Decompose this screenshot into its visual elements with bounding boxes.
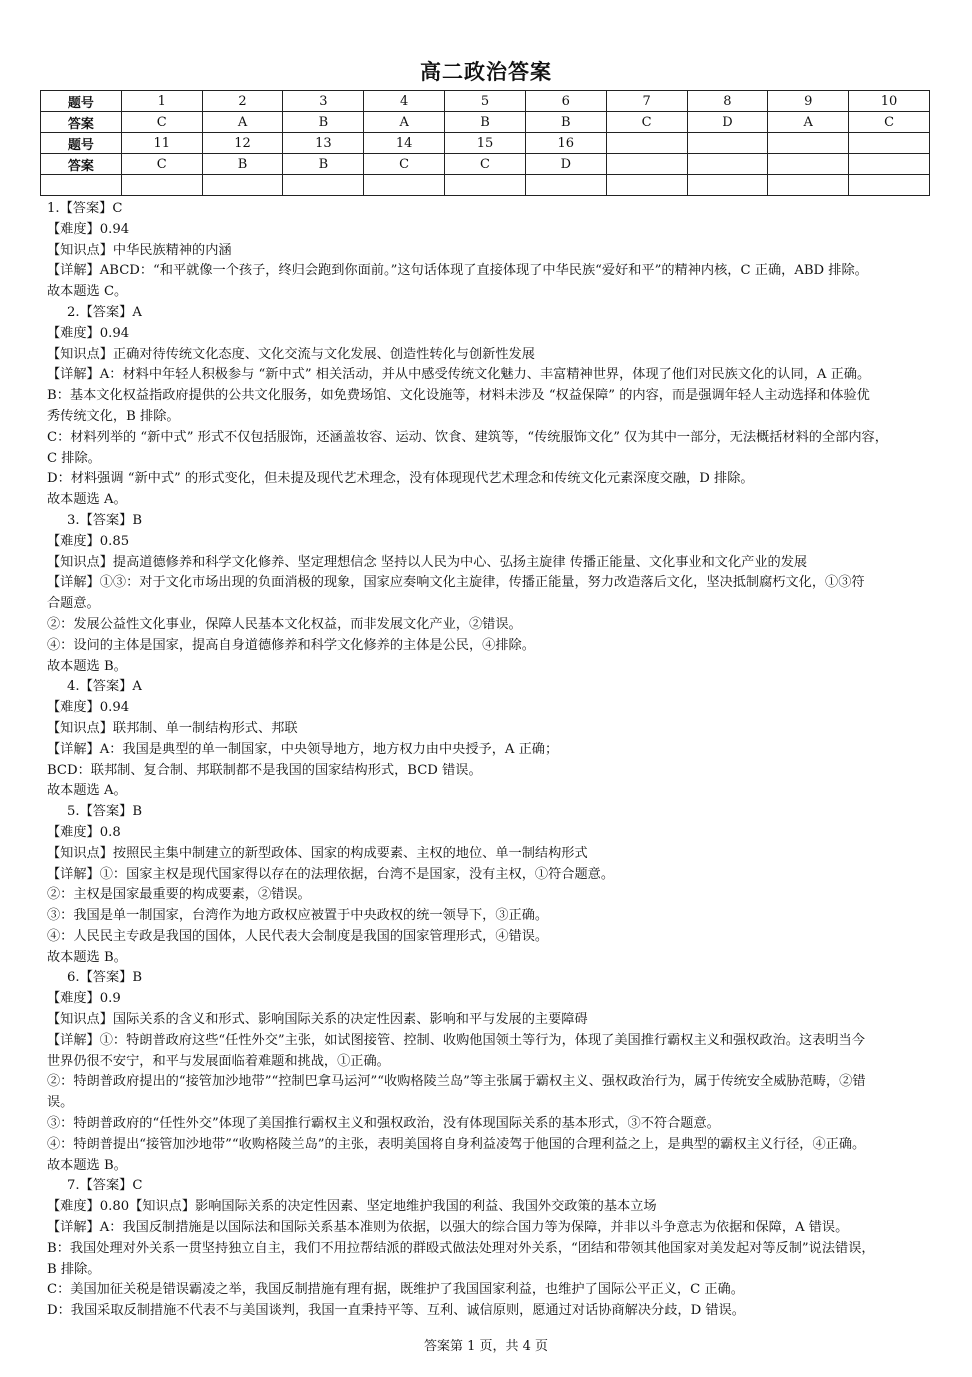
- answer-table-cell: 2: [202, 91, 283, 112]
- text-line: C：美国加征关税是错误霸凌之举，我国反制措施有理有据，既维护了我国国家利益，也维护了国际公平正义，C 正确。: [47, 1282, 744, 1298]
- text-line: 【详解】①：国家主权是现代国家得以存在的法理依据，台湾不是国家，没有主权，①符合题意。: [47, 866, 615, 882]
- text-line: B：我国处理对外关系一贯坚持独立自主，我们不用拉帮结派的群殴式做法处理对外关系，“团结和带领其他国家对美发起对等反制”说法错误，: [47, 1240, 875, 1256]
- answer-table-header-cell: 题号: [41, 133, 122, 154]
- answer-table-cell: C: [445, 154, 526, 175]
- answer-table-row: [41, 154, 930, 175]
- answer-table-cell: B: [283, 154, 364, 175]
- answer-table-header-cell: 答案: [41, 154, 122, 175]
- answer-table-cell: [768, 133, 849, 154]
- answer-table-cell: [849, 175, 930, 196]
- answer-table-cell: C: [364, 154, 445, 175]
- answer-table-cell: 14: [364, 133, 445, 154]
- answer-table-cell: 3: [283, 91, 364, 112]
- text-line: 世界仍很不安宁，和平与发展面临着难题和挑战，①正确。: [47, 1053, 390, 1069]
- text-line: 【难度】0.94: [47, 700, 130, 716]
- answer-table-cell: A: [202, 112, 283, 133]
- text-line: 秀传统文化，B 排除。: [47, 408, 180, 424]
- text-line: BCD：联邦制、复合制、邦联制都不是我国的国家结构形式，BCD 错误。: [47, 762, 482, 778]
- text-line: 故本题选 B。: [47, 1157, 127, 1173]
- text-line: 故本题选 A。: [47, 492, 127, 508]
- text-line: 6.【答案】B: [67, 970, 143, 986]
- text-line: 【难度】0.85: [47, 533, 130, 549]
- text-line: 4.【答案】A: [67, 679, 142, 695]
- answer-table-cell: A: [364, 112, 445, 133]
- answer-table-cell: B: [445, 112, 526, 133]
- answer-table-cell: [849, 133, 930, 154]
- answer-table-cell: 7: [606, 91, 687, 112]
- page-title: 高二政治答案: [420, 60, 552, 84]
- answer-table: [40, 90, 930, 196]
- answer-table-header-cell: 答案: [41, 112, 122, 133]
- text-line: 【详解】A：我国反制措施是以国际法和国际关系基本准则为依据，以强大的综合国力等为保障，并非以斗争意志为依据和保障，A 错误。: [47, 1220, 849, 1236]
- text-line: ④：设问的主体是国家，提高自身道德修养和科学文化修养的主体是公民，④排除。: [47, 637, 535, 653]
- answer-table-cell: B: [525, 112, 606, 133]
- text-line: 【详解】A：我国是典型的单一制国家，中央领导地方，地方权力由中央授予，A 正确；: [47, 741, 559, 757]
- answer-table-row: [41, 175, 930, 196]
- answer-table-cell: [687, 154, 768, 175]
- answer-table-cell: C: [121, 112, 202, 133]
- answer-table-cell: 1: [121, 91, 202, 112]
- text-line: 【难度】0.94: [47, 325, 130, 341]
- answer-table-cell: [606, 154, 687, 175]
- answer-table-cell: [849, 154, 930, 175]
- text-line: 1.【答案】C: [47, 201, 123, 216]
- text-line: C 排除。: [47, 450, 101, 466]
- answer-table-cell: 13: [283, 133, 364, 154]
- answer-table-cell: 11: [121, 133, 202, 154]
- text-line: 【详解】①：特朗普政府这些“任性外交”主张，如试图接管、控制、收购他国领土等行为，体现了美国推行霸权主义和强权政治。这表明当今: [47, 1032, 865, 1048]
- answer-table-row: [41, 133, 930, 154]
- text-line: 2.【答案】A: [67, 304, 142, 320]
- text-line: 【难度】0.80【知识点】影响国际关系的决定性因素、坚定地维护我国的利益、我国外交政策的基本立场: [47, 1199, 657, 1215]
- answer-table-cell: 6: [525, 91, 606, 112]
- text-line: 合题意。: [47, 596, 100, 612]
- text-line: D：材料强调 “新中式” 的形式变化，但未提及现代艺术理念，没有体现现代艺术理念和传统文化元素深度交融，D 排除。: [47, 471, 754, 487]
- answer-table-cell: 9: [768, 91, 849, 112]
- text-line: 故本题选 C。: [47, 284, 128, 300]
- text-line: 误。: [47, 1095, 74, 1111]
- text-line: 7.【答案】C: [67, 1178, 143, 1194]
- answer-table-cell: [606, 133, 687, 154]
- answer-table-cell: [283, 175, 364, 196]
- text-line: ③：我国是单一制国家，台湾作为地方政权应被置于中央政权的统一领导下，③正确。: [47, 908, 549, 924]
- text-line: 【难度】0.8: [47, 824, 121, 840]
- answer-table-cell: D: [525, 154, 606, 175]
- answer-table-cell: [687, 133, 768, 154]
- answer-table-cell: [121, 175, 202, 196]
- text-line: ③：特朗普政府的“任性外交”体现了美国推行霸权主义和强权政治，没有体现国际关系的基本形式，③不符合题意。: [47, 1116, 720, 1132]
- text-line: 【难度】0.94: [47, 221, 130, 237]
- answer-table-cell: [525, 175, 606, 196]
- text-line: ④：人民民主专政是我国的国体，人民代表大会制度是我国的国家管理形式，④错误。: [47, 928, 549, 944]
- answer-table-cell: A: [768, 112, 849, 133]
- text-line: ②：主权是国家最重要的构成要素，②错误。: [47, 887, 311, 903]
- text-line: 【知识点】正确对待传统文化态度、文化交流与文化发展、创造性转化与创新性发展: [47, 346, 535, 362]
- answer-table-cell: 12: [202, 133, 283, 154]
- text-line: 【知识点】按照民主集中制建立的新型政体、国家的构成要素、主权的地位、单一制结构形式: [47, 845, 588, 861]
- text-line: 【知识点】提高道德修养和科学文化修养、坚定理想信念 坚持以人民为中心、弘扬主旋律 传播正能量、文化事业和文化产业的发展: [47, 554, 808, 570]
- answer-table-cell: 8: [687, 91, 768, 112]
- answer-table-header-cell: 题号: [41, 91, 122, 112]
- answer-table-row: [41, 112, 930, 133]
- text-line: ②：发展公益性文化事业，保障人民基本文化权益，而非发展文化产业，②错误。: [47, 616, 522, 632]
- page-footer: 答案第 1 页，共 4 页: [423, 1339, 549, 1354]
- text-line: B 排除。: [47, 1261, 101, 1277]
- text-line: 故本题选 B。: [47, 658, 127, 674]
- answer-table-header-cell: [41, 175, 122, 196]
- answer-table-cell: 5: [445, 91, 526, 112]
- answer-table-cell: B: [202, 154, 283, 175]
- answer-table-cell: [364, 175, 445, 196]
- text-line: 5.【答案】B: [67, 804, 143, 820]
- text-line: 【知识点】联邦制、单一制结构形式、邦联: [47, 720, 298, 736]
- text-line: 【难度】0.9: [47, 991, 121, 1007]
- answer-table-cell: D: [687, 112, 768, 133]
- text-line: 【知识点】国际关系的含义和形式、影响国际关系的决定性因素、影响和平与发展的主要障碍: [47, 1012, 588, 1028]
- answer-table-cell: C: [849, 112, 930, 133]
- answer-table-cell: [768, 154, 849, 175]
- text-line: 故本题选 A。: [47, 783, 127, 799]
- answer-table-cell: 15: [445, 133, 526, 154]
- answer-table-cell: [687, 175, 768, 196]
- text-line: B：基本文化权益指政府提供的公共文化服务，如免费场馆、文化设施等，材料未涉及 “权益保障” 的内容，而是强调年轻人主动选择和体验优: [47, 388, 870, 404]
- text-line: ④：特朗普提出“接管加沙地带”“收购格陵兰岛”的主张，表明美国将自身利益凌驾于他国的合理利益之上，是典型的霸权主义行径，④正确。: [47, 1136, 866, 1152]
- answer-table-cell: C: [606, 112, 687, 133]
- text-line: 3.【答案】B: [67, 512, 143, 528]
- answer-table-cell: [606, 175, 687, 196]
- answer-table-cell: 16: [525, 133, 606, 154]
- answer-table-cell: [768, 175, 849, 196]
- answer-table-cell: [202, 175, 283, 196]
- text-line: ②：特朗普政府提出的“接管加沙地带”“控制巴拿马运河”“收购格陵兰岛”等主张属于霸权主义、强权政治行为，属于传统安全威胁范畴，②错: [47, 1074, 866, 1090]
- text-line: 【知识点】中华民族精神的内涵: [47, 242, 232, 258]
- answer-table-cell: B: [283, 112, 364, 133]
- answer-table-cell: C: [121, 154, 202, 175]
- text-line: D：我国采取反制措施不代表不与美国谈判，我国一直秉持平等、互利、诚信原则，愿通过对话协商解决分歧，D 错误。: [47, 1303, 745, 1319]
- text-line: 【详解】①③：对于文化市场出现的负面消极的现象，国家应奏响文化主旋律，传播正能量，努力改造落后文化，坚决抵制腐朽文化，①③符: [47, 575, 865, 591]
- text-line: 【详解】A：材料中年轻人积极参与 “新中式” 相关活动，并从中感受传统文化魅力、丰富精神世界，体现了他们对民族文化的认同，A 正确。: [47, 367, 871, 383]
- answer-table-cell: 4: [364, 91, 445, 112]
- answer-table-cell: 10: [849, 91, 930, 112]
- answer-table-cell: [445, 175, 526, 196]
- text-line: 【详解】ABCD：“和平就像一个孩子，终归会跑到你面前。”这句话体现了直接体现了中华民族“爱好和平”的精神内核，C 正确，ABD 排除。: [47, 263, 868, 279]
- text-line: C：材料列举的 “新中式” 形式不仅包括服饰，还涵盖妆容、运动、饮食、建筑等，“传统服饰文化” 仅为其中一部分，无法概括材料的全部内容，: [47, 429, 888, 445]
- answer-table-row: [41, 91, 930, 112]
- text-line: 故本题选 B。: [47, 949, 127, 965]
- answer-explanations: [47, 199, 927, 1322]
